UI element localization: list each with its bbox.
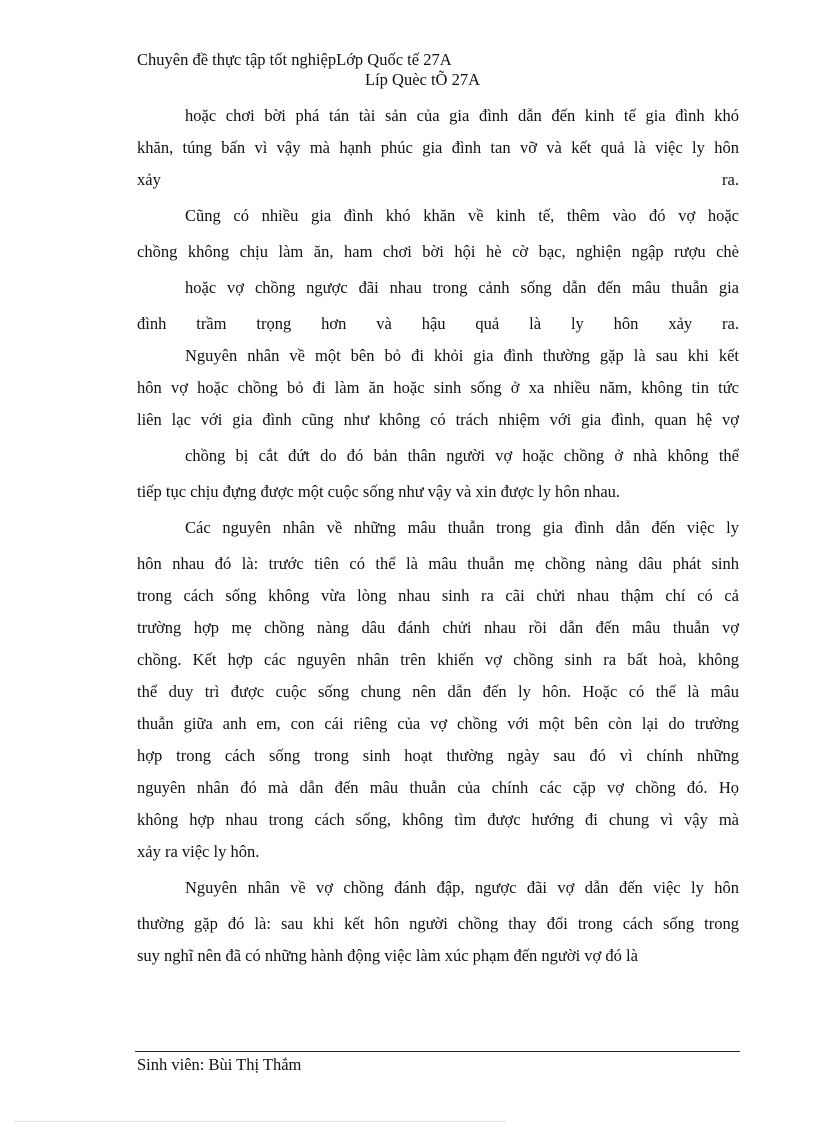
header-title: Chuyên đề thực tập tốt nghiệpLớp Quốc tế 27A [137, 50, 452, 69]
document-body [137, 100, 739, 972]
footer-student-name: Sinh viên: Bùi Thị Thắm [137, 1055, 302, 1074]
text-line: Các nguyên nhân về những mâu thuẫn trong gia đình dẫn đến việc ly [185, 518, 739, 537]
text-fragment: ra. [722, 170, 739, 189]
text-line: suy nghĩ nên đã có những hành động việc làm xúc phạm đến người vợ đó là [137, 946, 638, 965]
text-line: không hợp nhau trong cách sống, không tìm được hướng đi chung vì vậy mà [137, 810, 739, 829]
text-fragment: xảy [137, 170, 161, 189]
text-line: hợp trong cách sống trong sinh hoạt thường ngày sau đó vì chính những [137, 746, 739, 765]
text-line: liên lạc với gia đình cũng như không có trách nhiệm với gia đình, quan hệ vợ [137, 410, 739, 429]
text-line: thường gặp đó là: sau khi kết hôn người chồng thay đổi trong cách sống trong [137, 914, 739, 933]
text-line: trong cách sống không vừa lòng nhau sinh ra cãi chửi nhau thậm chí có cả [137, 586, 739, 605]
text-line-split [137, 164, 739, 196]
text-line: thuẫn giữa anh em, con cái riêng của vợ chồng với một bên còn lại do trường [137, 714, 739, 733]
text-line: hôn vợ hoặc chồng bỏ đi làm ăn hoặc sinh sống ở xa nhiều năm, không tin tức [137, 378, 739, 397]
text-line: chồng bị cắt đứt do đó bản thân người vợ hoặc chồng ở nhà không thể [185, 446, 739, 465]
text-line: tiếp tục chịu đựng được một cuộc sống như vậy và xin được ly hôn nhau. [137, 482, 621, 501]
text-line: khăn, túng bấn vì vậy mà hạnh phúc gia đình tan vỡ và kết quả là việc ly hôn [137, 138, 739, 157]
text-line: thể duy trì được cuộc sống chung nên dẫn đến ly hôn. Hoặc có thể là mâu [137, 682, 739, 701]
text-line: chồng không chịu làm ăn, ham chơi bời hội hè cờ bạc, nghiện ngập rượu chè [137, 242, 739, 261]
text-line: trường hợp mẹ chồng nàng dâu đánh chửi nhau rồi dẫn đến mâu thuẫn vợ [137, 618, 739, 637]
text-line: đình trầm trọng hơn và hậu quả là ly hôn xảy ra. [137, 314, 739, 333]
footer-divider [135, 1051, 740, 1052]
text-line: hoặc vợ chồng ngược đãi nhau trong cảnh sống dẫn đến mâu thuẫn gia [185, 278, 739, 297]
header-class-garbled: Líp Quèc tÕ 27A [365, 70, 481, 89]
text-line: Nguyên nhân về một bên bỏ đi khỏi gia đình thường gặp là sau khi kết [185, 346, 739, 365]
text-line: hôn nhau đó là: trước tiên có thể là mâu thuẫn mẹ chồng nàng dâu phát sinh [137, 554, 739, 573]
text-line: hoặc chơi bời phá tán tài sản của gia đình dẫn đến kinh tế gia đình khó [185, 106, 739, 125]
page-header [137, 50, 737, 90]
text-line: Nguyên nhân về vợ chồng đánh đập, ngược đãi vợ dẫn đến việc ly hôn [185, 878, 739, 897]
text-line: xảy ra việc ly hôn. [137, 842, 260, 861]
text-line: nguyên nhân đó mà dẫn đến mâu thuẫn của chính các cặp vợ chồng đó. Họ [137, 778, 739, 797]
page-bottom-edge [15, 1121, 505, 1122]
text-line: Cũng có nhiều gia đình khó khăn về kinh tế, thêm vào đó vợ hoặc [185, 206, 739, 225]
text-line: chồng. Kết hợp các nguyên nhân trên khiến vợ chồng sinh ra bất hoà, không [137, 650, 739, 669]
